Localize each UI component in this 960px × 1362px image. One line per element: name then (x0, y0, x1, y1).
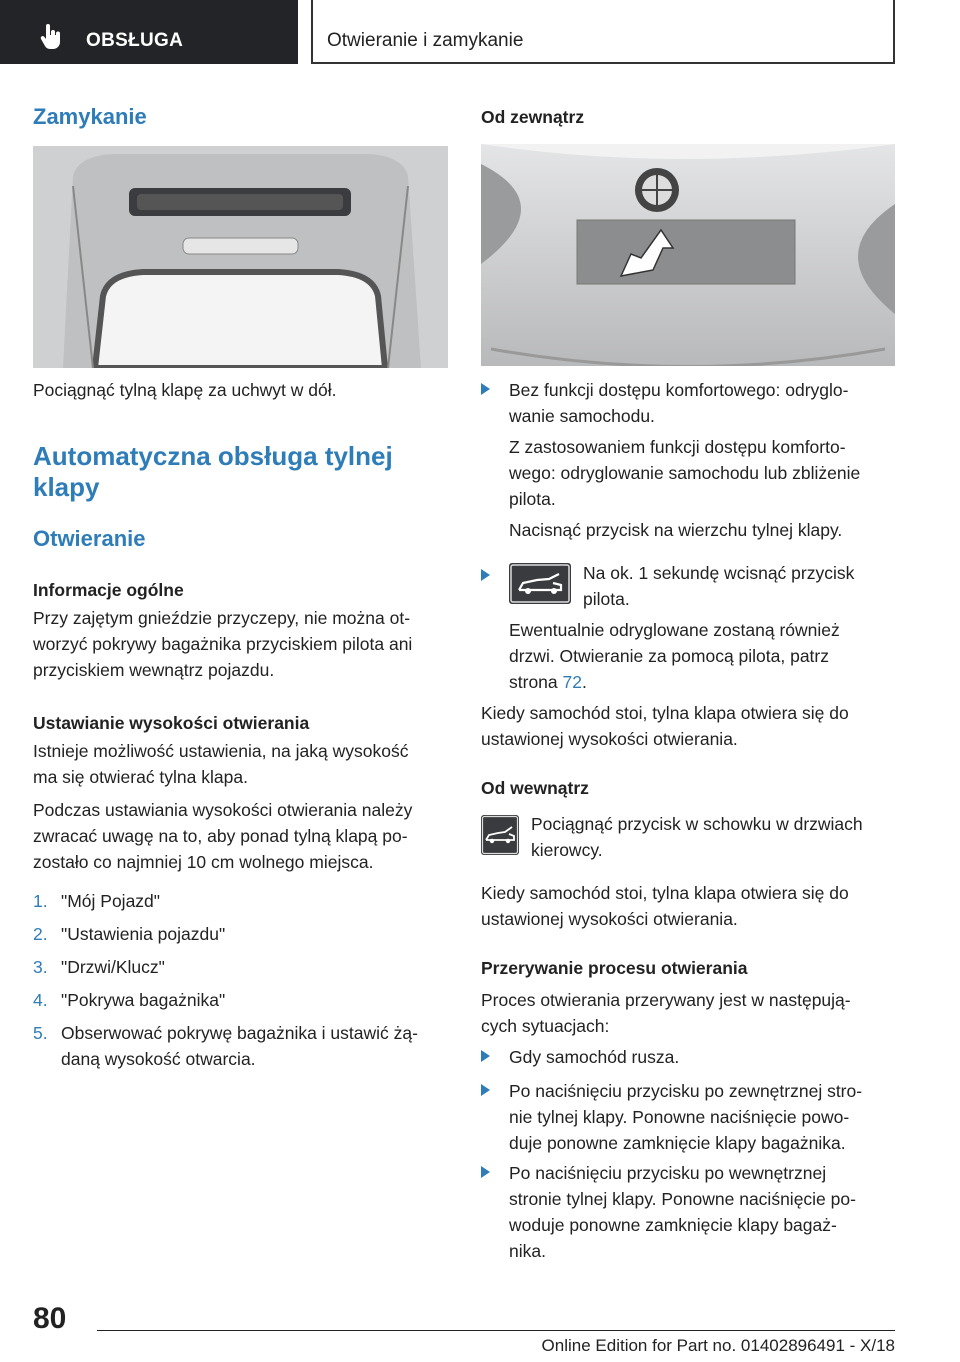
text-line: Istnieje możliwość ustawienia, na jaką wysokość (33, 741, 409, 761)
text-line: Bez funkcji dostępu komfortowego: odryglo- (509, 380, 849, 400)
text-line: ma się otwierać tylna klapa. (33, 767, 248, 787)
heading-automatic-line2: klapy (33, 472, 100, 502)
text-line: duje ponowne zamknięcie klapy bagażnika. (509, 1133, 846, 1153)
list-item-number: 2. (33, 924, 48, 944)
text-line: nie tylnej klapy. Ponowne naciśnięcie powo- (509, 1107, 850, 1127)
text-opening-height-2 (33, 797, 412, 875)
text-comfort-access-b (509, 434, 860, 512)
text-line: Przy zajętym gnieździe przyczepy, nie można ot- (33, 608, 411, 628)
text-general-info (33, 605, 412, 683)
list-item-text-continued: daną wysokość otwarcia. (61, 1049, 256, 1069)
text-line: worzyć pokrywy bagażnika przyciskiem pilota ani (33, 634, 413, 654)
text-remote-doors (509, 617, 840, 695)
text-line: przyciskiem wewnątrz pojazdu. (33, 660, 275, 680)
text-press-button: Nacisnąć przycisk na wierzchu tylnej klapy. (509, 520, 843, 540)
bullet-outside-button (509, 1078, 862, 1156)
bullet-triangle-icon (481, 1050, 490, 1062)
text-line: ustawionej wysokości otwierania. (481, 729, 738, 749)
text-line: Podczas ustawiania wysokości otwierania należy (33, 800, 413, 820)
tailgate-interior-image (33, 146, 448, 368)
list-item (33, 1020, 418, 1046)
header-chapter-label: Otwieranie i zamykanie (327, 30, 524, 51)
subheading-interrupt: Przerywanie procesu otwierania (481, 958, 748, 978)
text-line: nika. (509, 1241, 546, 1261)
text-line: pilota. (509, 489, 556, 509)
header-chapter (311, 0, 895, 64)
text-line (509, 669, 840, 695)
bullet-vehicle-moves: Gdy samochód rusza. (509, 1047, 680, 1067)
footer-divider (97, 1330, 895, 1331)
text-when-stopped-2 (481, 880, 849, 932)
bullet-inside-button (509, 1160, 856, 1264)
bullet-triangle-icon (481, 1166, 490, 1178)
text-line: zostało co najmniej 10 cm wolnego miejsca. (33, 852, 374, 872)
list-item (33, 954, 418, 987)
text-opening-height-1 (33, 738, 408, 790)
text-when-stopped-1 (481, 700, 849, 752)
text-line: Pociągnąć przycisk w schowku w drzwiach (531, 814, 863, 834)
text-line: Proces otwierania przerywany jest w następują- (481, 990, 851, 1010)
text-line: wanie samochodu. (509, 406, 655, 426)
heading-automatic (33, 441, 393, 503)
text-line: Na ok. 1 sekundę wcisnąć przycisk (583, 563, 855, 583)
list-item (33, 888, 418, 921)
text-line: ustawionej wysokości otwierania. (481, 909, 738, 929)
header-section-tab (0, 0, 298, 64)
subheading-inside: Od wewnątrz (481, 778, 589, 798)
rear-license-plate-image (481, 144, 895, 366)
list-item-text: "Ustawienia pojazdu" (61, 924, 226, 944)
text-line: Po naciśnięciu przycisku po wewnętrznej (509, 1163, 827, 1183)
text-inside-button (531, 811, 863, 863)
bullet-triangle-icon (481, 1084, 490, 1096)
text-line: kierowcy. (531, 840, 603, 860)
heading-zamykanie: Zamykanie (33, 104, 147, 129)
footer-edition: Online Edition for Part no. 01402896491 - X/18 (541, 1336, 895, 1355)
car-tailgate-icon (509, 563, 571, 604)
heading-otwieranie: Otwieranie (33, 526, 146, 551)
bullet-triangle-icon (481, 383, 490, 395)
text-line: Ewentualnie odryglowane zostaną również (509, 620, 840, 640)
list-item-number: 5. (33, 1023, 48, 1043)
text-interrupt (481, 987, 851, 1039)
subheading-outside: Od zewnątrz (481, 107, 585, 127)
text-line: Kiedy samochód stoi, tylna klapa otwiera się do (481, 883, 849, 903)
header-section-label: OBSŁUGA (86, 30, 184, 51)
text-line: zwracać uwagę na to, aby ponad tylną klapą po- (33, 826, 408, 846)
text-line: pilota. (583, 589, 630, 609)
list-item (33, 987, 418, 1020)
list-item-text: "Drzwi/Klucz" (61, 957, 165, 977)
page-link-72[interactable]: 72 (562, 672, 582, 692)
list-item-text: Obserwować pokrywę bagażnika i ustawić żą- (61, 1023, 418, 1043)
text-line: woduje ponowne zamknięcie klapy bagaż- (509, 1215, 837, 1235)
list-item-number: 1. (33, 891, 48, 911)
text-line: Po naciśnięciu przycisku po zewnętrznej stro- (509, 1081, 863, 1101)
list-item-number: 3. (33, 957, 48, 977)
list-item-text: "Pokrywa bagażnika" (61, 990, 226, 1010)
bullet-comfort-access (509, 377, 848, 429)
text-line: Z zastosowaniem funkcji dostępu komforto- (509, 437, 846, 457)
car-tailgate-icon (481, 815, 519, 855)
text-line: Kiedy samochód stoi, tylna klapa otwiera się do (481, 703, 849, 723)
text-pull-tailgate: Pociągnąć tylną klapę za uchwyt w dół. (33, 380, 337, 400)
text-remote-press (583, 560, 854, 612)
heading-automatic-line1: Automatyczna obsługa tylnej (33, 441, 393, 471)
text-line: drzwi. Otwieranie za pomocą pilota, patrz (509, 646, 829, 666)
text-line: cych sytuacjach: (481, 1016, 610, 1036)
list-item-text: "Mój Pojazd" (61, 891, 160, 911)
text-period: . (581, 672, 587, 692)
text-line: wego: odryglowanie samochodu lub zbliżenie (509, 463, 861, 483)
page-number: 80 (33, 1302, 67, 1335)
text-see-page: strona (509, 672, 563, 692)
text-line: stronie tylnej klapy. Ponowne naciśnięcie po- (509, 1189, 856, 1209)
subheading-opening-height: Ustawianie wysokości otwierania (33, 713, 310, 733)
list-item-number: 4. (33, 990, 48, 1010)
list-item (33, 921, 418, 954)
bullet-triangle-icon (481, 569, 490, 581)
steps-list (33, 888, 418, 1072)
subheading-general-info: Informacje ogólne (33, 580, 184, 600)
hand-pointer-icon (40, 24, 62, 50)
